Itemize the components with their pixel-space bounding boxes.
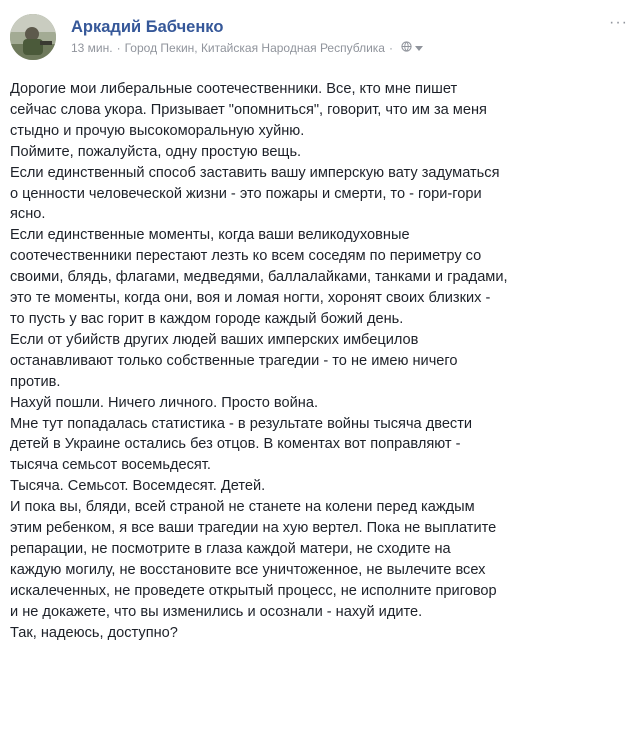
post-text xyxy=(10,79,632,643)
post-text-line: Так, надеюсь, доступно? xyxy=(10,624,178,641)
avatar-image xyxy=(10,14,56,60)
post-text-line: Мне тут попадалась статистика - в результате войны тысяча двести xyxy=(10,415,473,432)
post-text-line: искалеченных, не проведете открытый процесс, не исполните приговор xyxy=(10,582,497,599)
post-text-line: детей в Украине остались без отцов. В коментах вот поправляют - xyxy=(10,436,461,453)
post-text-line: против. xyxy=(10,373,61,390)
post-text-line: это те моменты, когда они, воя и ломая ногти, хоронят своих близких - xyxy=(10,290,491,307)
post-text-line: Дорогие мои либеральные соотечественники. Все, кто мне пишет xyxy=(10,81,458,97)
chevron-down-icon[interactable] xyxy=(415,46,423,51)
post-text-line: Если единственные моменты, когда ваши великодуховные xyxy=(10,227,410,244)
post-location[interactable]: Город Пекин, Китайская Народная Республика xyxy=(124,41,385,55)
post-text-line: ясно. xyxy=(10,206,46,223)
author-name[interactable]: Аркадий Бабченко xyxy=(71,18,224,36)
post-text-line: Поймите, пожалуйста, одну простую вещь. xyxy=(10,143,302,160)
meta-separator-2: · xyxy=(388,41,393,55)
post-text-line: И пока вы, бляди, всей страной не станете на колени перед каждым xyxy=(10,499,475,516)
post-text-line: соотечественники перестают лезть ко всем соседям по периметру со xyxy=(10,248,482,265)
post-text-line: своими, блядь, флагами, медведями, баллалайками, танками и градами, xyxy=(10,269,508,286)
post-text-line: репарации, не посмотрите в глаза каждой матери, не сходите на xyxy=(10,540,451,557)
more-options-button[interactable]: ··· xyxy=(609,14,628,31)
post-text-line: о ценности человеческой жизни - это пожары и смерти, то - гори-гори xyxy=(10,185,482,202)
post-text-line: и не докажете, что вы изменились и осознали - нахуй идите. xyxy=(10,603,423,620)
meta-separator: · xyxy=(116,41,121,55)
post-text-line: Нахуй пошли. Ничего личного. Просто война. xyxy=(10,394,319,411)
globe-icon[interactable] xyxy=(401,41,412,55)
post-text-line: стыдно и прочую высокоморальную хуйню. xyxy=(10,122,305,139)
post-text-line: тысяча семьсот восемьдесят. xyxy=(10,457,211,474)
post-text-line: Если единственный способ заставить вашу имперскую вату задуматься xyxy=(10,164,500,181)
post-text-line: Если от убийств других людей ваших имперских имбецилов xyxy=(10,331,419,348)
avatar[interactable] xyxy=(10,14,56,60)
post-text-line: каждую могилу, не восстановите все уничтоженное, не вылечите всех xyxy=(10,561,486,578)
post-text-line: Тысяча. Семьсот. Восемдесят. Детей. xyxy=(10,478,266,495)
post-text-line: то пусть у вас горит в каждом городе каждый божий день. xyxy=(10,310,404,327)
post-text-line: этим ребенком, я все ваши трагедии на хую вертел. Пока не выплатите xyxy=(10,520,497,537)
post-time[interactable]: 13 мин. xyxy=(71,41,113,55)
post-header xyxy=(10,10,632,62)
post-text-line: сейчас слова укора. Призывает "опомниться", говорит, что им за меня xyxy=(10,101,487,118)
post-meta xyxy=(71,41,423,55)
post-text-line: останавливают только собственные трагедии - то не имею ничего xyxy=(10,352,458,369)
